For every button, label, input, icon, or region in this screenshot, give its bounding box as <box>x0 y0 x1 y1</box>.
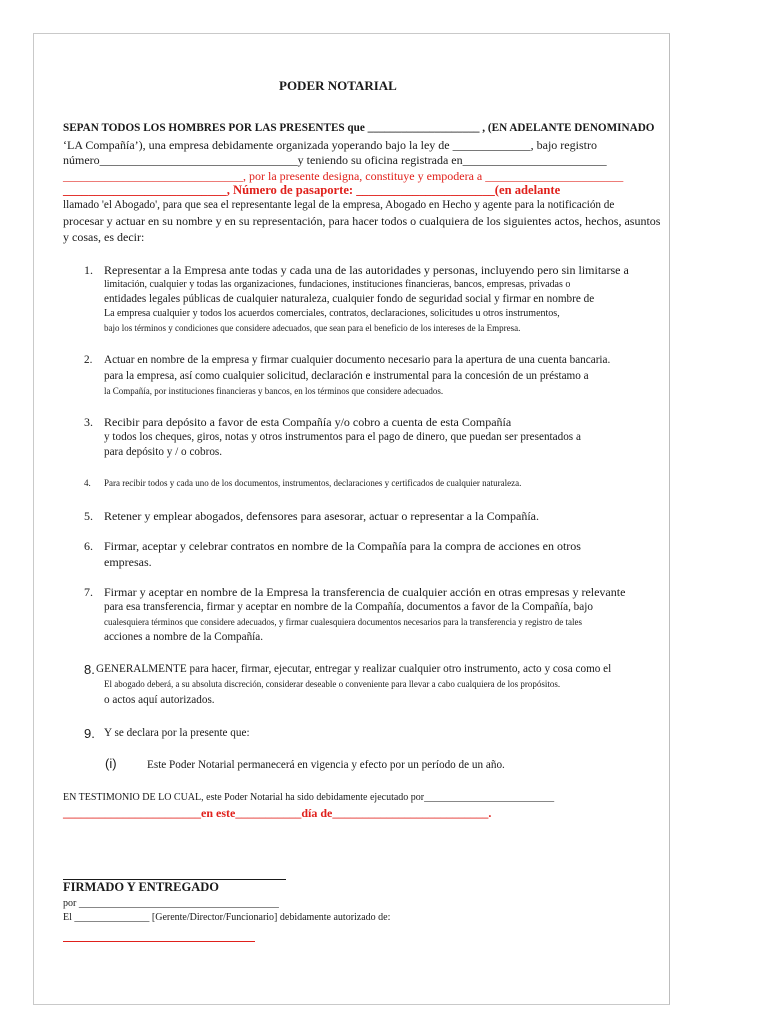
intro-line-8: y cosas, es decir: <box>63 230 145 244</box>
item-9-line-1: Y se declara por la presente que: <box>104 727 250 739</box>
signature-heading: FIRMADO Y ENTREGADO <box>63 880 220 894</box>
intro-line-7: procesar y actuar en su nombre y en su representación, para hacer todos o cualquiera de los siguientes actos, hechos, asuntos <box>63 214 661 228</box>
item-2-line-1: Actuar en nombre de la empresa y firmar cualquier documento necesario para la apertura de una cuenta bancaria. <box>104 354 611 366</box>
item-6-number: 6. <box>84 539 93 553</box>
item-6-line-2: empresas. <box>104 555 152 569</box>
intro-line-1: SEPAN TODOS LOS HOMBRES POR LAS PRESENTES que ____________________ , (EN ADELANTE DENOMINADO <box>63 122 655 134</box>
sub-item-number: (i) <box>105 756 117 771</box>
intro-line-3: número_________________________________y teniendo su oficina registrada en________________________ <box>63 153 607 167</box>
intro-line-6: llamado 'el Abogado', para que sea el representante legal de la empresa, Abogado en Hecho y agente para la notificación de <box>63 199 615 211</box>
item-6-line-1: Firmar, aceptar y celebrar contratos en nombre de la Compañía para la compra de acciones en otros <box>104 539 581 553</box>
intro-line-5: __________________________, Número de pasaporte: ______________________(en adelante <box>63 183 561 197</box>
item-7-line-1: Firmar y aceptar en nombre de la Empresa la transferencia de cualquier acción en otras empresas y relevante <box>104 585 626 599</box>
sub-item-line-1: Este Poder Notarial permanecerá en vigencia y efecto por un período de un año. <box>147 759 505 771</box>
item-5-number: 5. <box>84 509 93 523</box>
item-4-number: 4. <box>84 478 91 488</box>
item-8-line-2: El abogado deberá, a su absoluta discreción, considerar deseable o conveniente para llevar a cabo cualquiera de los propósitos. <box>104 679 561 689</box>
item-3-line-2: y todos los cheques, giros, notas y otros instrumentos para el pago de dinero, que puedan ser presentados a <box>104 431 581 443</box>
intro-line-4: ______________________________, por la presente designa, constituye y empodera a _______________________ <box>63 169 624 183</box>
intro-line-2: ‘LA Compañía’), una empresa debidamente organizada yoperando bajo la ley de _____________, bajo registro <box>63 138 597 152</box>
item-1-line-3: entidades legales públicas de cualquier naturaleza, cualquier fondo de seguridad social y firmar en nombre de <box>104 293 595 305</box>
item-3-line-3: para depósito y / o cobros. <box>104 446 223 458</box>
item-1-number: 1. <box>84 263 93 277</box>
item-2-line-2: para la empresa, así como cualquier solicitud, declaración e instrumental para la concesión de un préstamo a <box>104 370 589 382</box>
item-2-line-3: la Compañía, por instituciones financieras y bancos, en los términos que considere adecuados. <box>104 386 444 396</box>
item-1-line-1: Representar a la Empresa ante todas y cada una de las autoridades y personas, incluyendo pero sin limitarse a <box>104 263 629 277</box>
item-8-line-3: o actos aquí autorizados. <box>104 694 215 706</box>
testimony-line-1: EN TESTIMONIO DE LO CUAL, este Poder Notarial ha sido debidamente ejecutado por__________________________ <box>63 792 555 803</box>
item-4-line-1: Para recibir todos y cada uno de los documentos, instrumentos, declaraciones y certificados de cualquier naturaleza. <box>104 478 522 488</box>
item-7-line-4: acciones a nombre de la Compañía. <box>104 631 264 643</box>
item-5-line-1: Retener y emplear abogados, defensores para asesorar, actuar o representar a la Compañía. <box>104 509 539 523</box>
item-7-line-2: para esa transferencia, firmar y aceptar en nombre de la Compañía, documentos a favor de la Compañía, bajo <box>104 601 593 613</box>
item-3-line-1: Recibir para depósito a favor de esta Compañía y/o cobro a cuenta de esta Compañía <box>104 415 512 429</box>
signature-por: por ________________________________________ <box>63 898 279 909</box>
signature-el: El _______________ [Gerente/Director/Funcionario] debidamente autorizado de: <box>63 912 391 923</box>
item-2-number: 2. <box>84 354 93 366</box>
item-7-number: 7. <box>84 585 93 599</box>
item-8-line-1: GENERALMENTE para hacer, firmar, ejecutar, entregar y realizar cualquier otro instrumento, acto y cosa como el <box>96 663 612 675</box>
item-8-number: 8. <box>84 662 95 677</box>
item-1-line-5: bajo los términos y condiciones que considere adecuados, que sean para el beneficio de los intereses de la Empresa. <box>104 323 521 333</box>
item-7-line-3: cualesquiera términos que considere adecuados, y firmar cualesquiera documentos necesarios para la transferencia y registro de tales <box>104 617 583 627</box>
item-1-line-2: limitación, cualquier y todas las organizaciones, fundaciones, instituciones financieras, bancos, empresas, privadas o <box>104 279 571 290</box>
red-signature-line <box>63 941 255 942</box>
item-3-number: 3. <box>84 415 93 429</box>
testimony-line-2: _______________________en este___________día de__________________________. <box>63 806 492 820</box>
item-9-number: 9. <box>84 726 95 741</box>
item-1-line-4: La empresa cualquier y todos los acuerdos comerciales, contratos, declaraciones, solicitudes u otros instrumentos, <box>104 308 560 319</box>
document-title: PODER NOTARIAL <box>279 78 397 93</box>
